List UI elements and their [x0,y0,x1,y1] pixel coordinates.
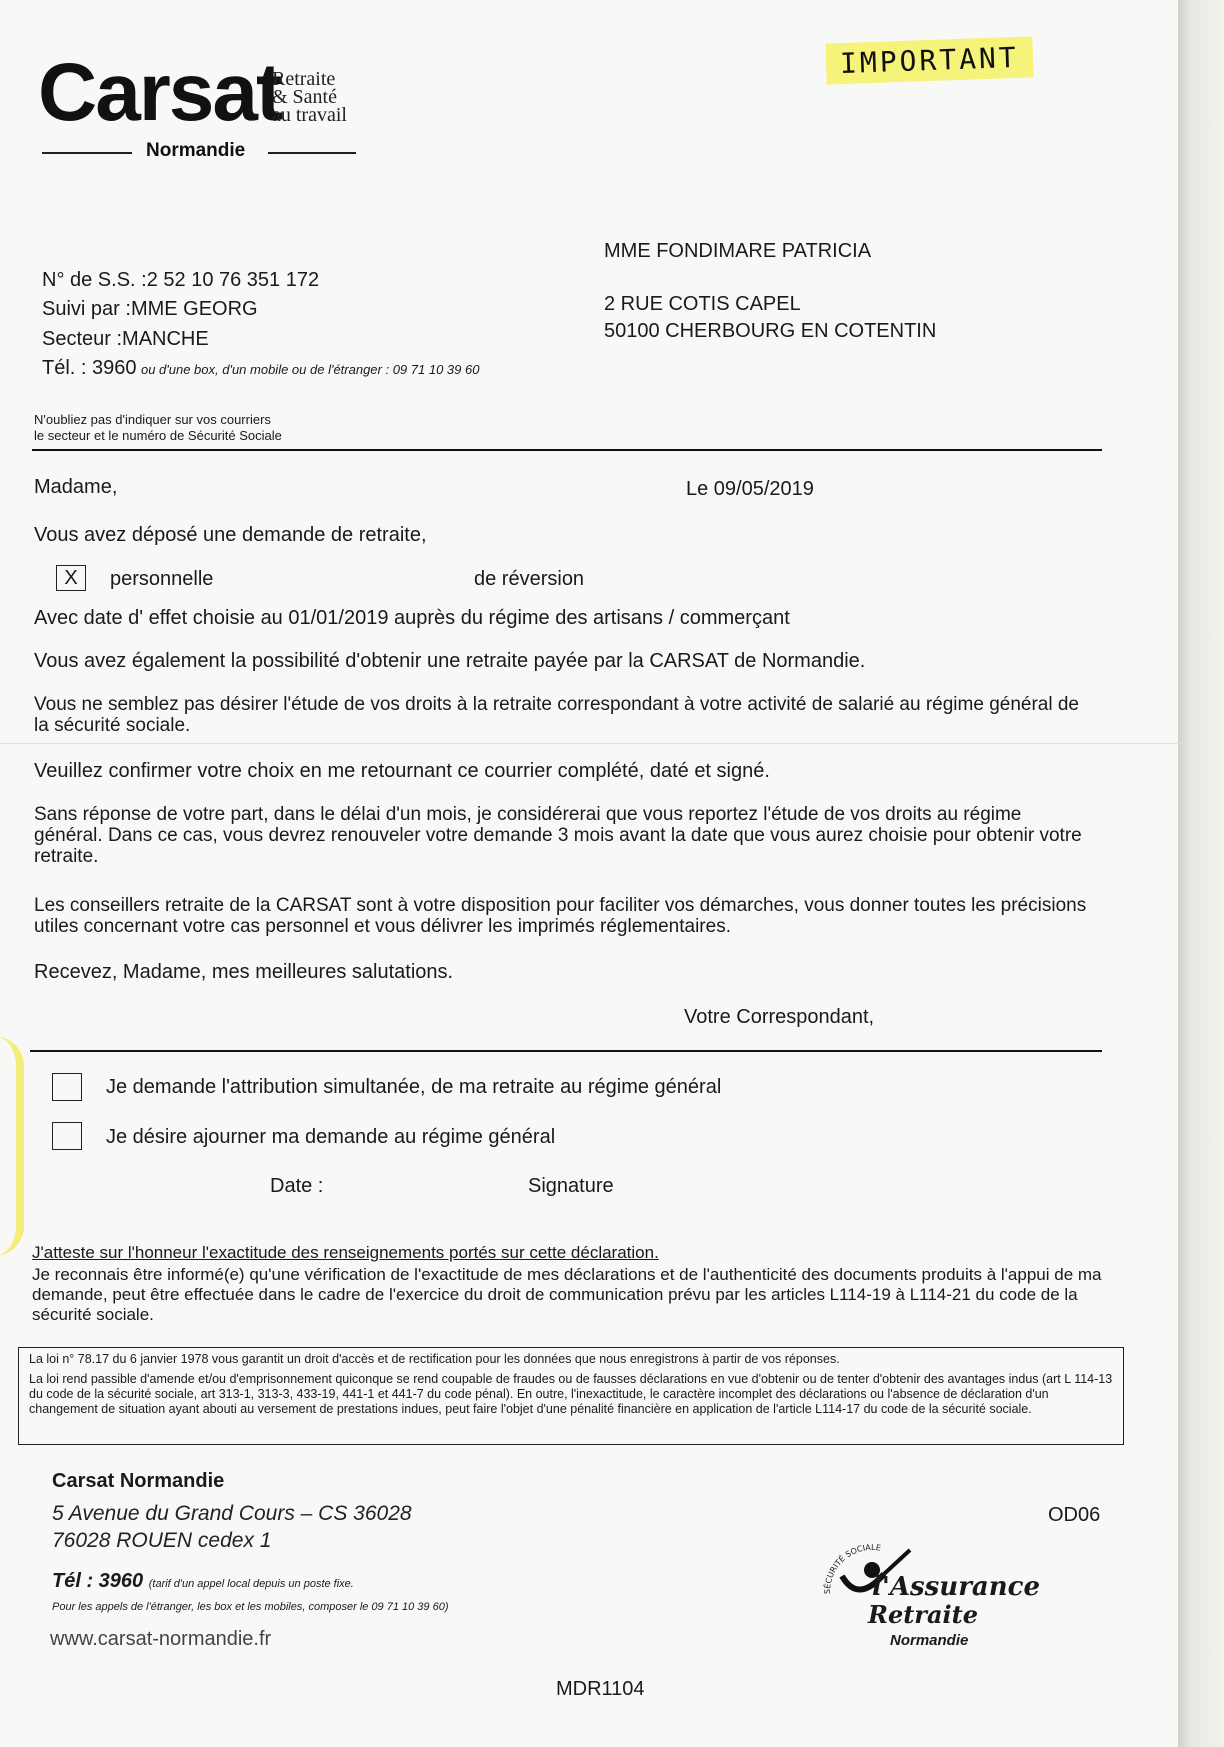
salutation: Madame, [34,476,118,498]
signature-field-label: Signature [528,1175,614,1197]
sender-phone: Tél. : 3960 ou d'une box, d'un mobile ou de l'étranger : 09 71 10 39 60 [42,357,480,379]
correspondent-signature: Votre Correspondant, [684,1006,875,1028]
attestation-body: Je reconnais être informé(e) qu'une vérification de l'exactitude de mes déclarations et de l'authenticité des documents produits à l'appui de ma demande, peut être effectuée dans le cadre de l'exercice du droit de communication prévu par les articles L114-19 à L114-21 du code de la sécurité sociale. [32,1265,1102,1324]
form-divider [30,1050,1102,1052]
letter-date: Le 09/05/2019 [686,478,814,500]
logo-tagline: Retraite & Santé au travail [272,68,347,126]
legal-data-rights: La loi n° 78.17 du 6 janvier 1978 vous garantit un droit d'accès et de rectification pour les données que nous enregistrons à partir de vos réponses. [29,1352,840,1366]
paragraph-5: Les conseillers retraite de la CARSAT sont à votre disposition pour faciliter vos démarches, vous donner toutes les précisions utiles concernant votre cas personnel et vous délivrer les imprimés réglementaires. [34,895,1087,937]
closing-line: Recevez, Madame, mes meilleures salutations. [34,961,454,983]
sector: Secteur :MANCHE [42,328,209,350]
page-edge [1178,0,1224,1747]
legal-notice-box [18,1347,1124,1445]
followed-by: Suivi par :MME GEORG [42,298,258,320]
logo-region: Normandie [146,140,246,161]
date-field-label: Date : [270,1175,324,1197]
document-reference: MDR1104 [556,1678,645,1700]
effect-date-line: Avec date d' effet choisie au 01/01/2019 auprès du régime des artisans / commerçant [34,607,790,629]
paragraph-3: Veuillez confirmer votre choix en me retournant ce courrier complété, daté et signé. [34,760,770,782]
recipient-city: 50100 CHERBOURG EN COTENTIN [604,320,937,342]
highlighter-mark [0,1036,24,1256]
recipient-name: MME FONDIMARE PATRICIA [604,240,872,262]
attestation-title: J'atteste sur l'honneur l'exactitude des renseignements portés sur cette déclaration. [32,1243,659,1262]
header-divider [32,449,1102,451]
footer-phone: Tél : 3960 (tarif d'un appel local depuis un poste fixe. [52,1570,354,1592]
footer-website-link[interactable]: www.carsat-normandie.fr [50,1628,272,1650]
logo-region-text: Normandie [890,1632,969,1649]
paragraph-4: Sans réponse de votre part, dans le délai d'un mois, je considérerai que vous reportez l'étude de vos droits au régime général. Dans ce cas, vous devrez renouveler votre demande 3 mois avant la date que vous aurez choisie pour obtenir votre retraite. [34,804,1082,867]
fold-line [0,743,1180,744]
personal-label: personnelle [110,568,214,590]
paragraph-1: Vous avez également la possibilité d'obtenir une retraite payée par la CARSAT de Normandie. [34,650,866,672]
ss-number: N° de S.S. :2 52 10 76 351 172 [42,269,320,291]
reminder-note: N'oubliez pas d'indiquer sur vos courriers le secteur et le numéro de Sécurité Sociale [34,412,282,443]
intro-line: Vous avez déposé une demande de retraite, [34,524,427,546]
recipient-street: 2 RUE COTIS CAPEL [604,293,801,315]
legal-fraud-warning: La loi rend passible d'amende et/ou d'emprisonnement quiconque se rend coupable de fraudes ou de fausses déclarations en vue d'obtenir ou de tenter d'obtenir des avantages indus (art L 114-13 du code de la sécurité sociale, art 313-1, 313-3, 433-19, 441-1 et 441-7 du code pénal). En outre, l'inexactitude, le caractère incomplet des déclarations ou l'absence de déclaration d'un changement de situation ayant abouti au versement de prestations indues, peut faire l'objet d'une pénalité financière en application de l'article L114-17 du code de la sécurité sociale. [29,1372,1113,1416]
footer-address-line2: 76028 ROUEN cedex 1 [52,1529,272,1552]
logo-arc-text: SÉCURITÉ SOCIALE [822,1542,882,1595]
personal-checkbox[interactable]: X [56,565,86,591]
carsat-logo: Carsat [38,47,282,138]
paragraph-2: Vous ne semblez pas désirer l'étude de vos droits à la retraite correspondant à votre activité de salarié au régime général de la sécurité sociale. [34,694,1079,736]
logo-rule-right [268,152,356,154]
logo-assurance-text: l'Assurance [872,1572,1041,1602]
logo-retraite-text: Retraite [868,1600,978,1629]
choice-postpone-label: Je désire ajourner ma demande au régime général [106,1126,556,1148]
choice-simultaneous-checkbox[interactable] [52,1073,82,1101]
footer-foreign-note: Pour les appels de l'étranger, les box et les mobiles, composer le 09 71 10 39 60) [52,1601,449,1613]
choice-simultaneous-label: Je demande l'attribution simultanée, de ma retraite au régime général [106,1076,722,1098]
reversion-label: de réversion [474,568,585,590]
important-stamp: IMPORTANT [825,36,1033,84]
footer-address-line1: 5 Avenue du Grand Cours – CS 36028 [52,1502,412,1525]
logo-rule-left [42,152,132,154]
choice-postpone-checkbox[interactable] [52,1122,82,1150]
footer-org-name: Carsat Normandie [52,1470,225,1492]
document-code: OD06 [1048,1504,1101,1526]
